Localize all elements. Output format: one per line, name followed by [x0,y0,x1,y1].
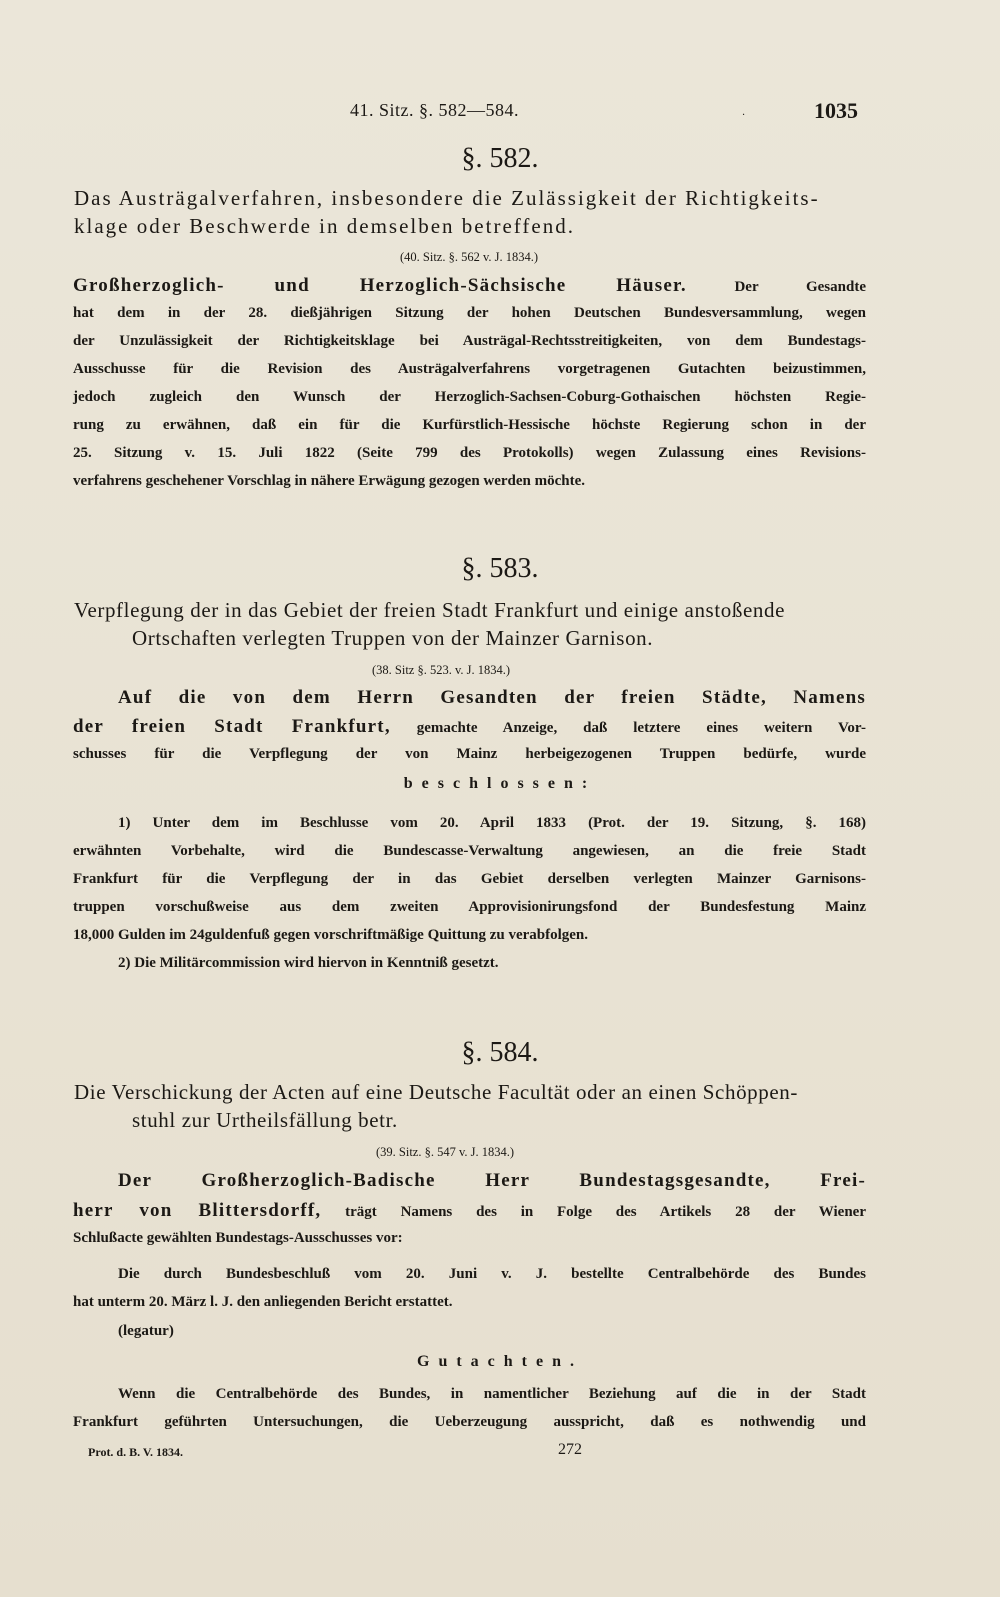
section-582-body-line: Ausschusse für die Revision des Austrägalverfahrens vorgetragenen Gutachten beizustimmen, [73,361,866,377]
section-583-intro-line-3: schusses für die Verpflegung der von Mainz herbeigezogenen Truppen bedürfe, wurde [73,746,866,762]
section-582-body-line: rung zu erwähnen, daß ein für die Kurfürstlich-Hessische höchste Regierung schon in der [73,417,866,433]
section-582-reference: (40. Sitz. §. 562 v. J. 1834.) [400,250,539,264]
section-582-body-line: der Unzulässigkeit der Richtigkeitsklage bei Austrägal-Rechtsstreitigkeiten, von dem Bundestags- [73,333,866,349]
section-582-title-line-2: klage oder Beschwerde in demselben betreffend. [74,214,575,238]
opinion-label: Gutachten. [417,1353,583,1370]
resolution-label: beschlossen: [403,775,597,792]
item-1-line: Frankfurt für die Verpflegung der in das Gebiet derselben verlegten Mainzer Garnisons- [73,871,866,887]
opinion-line: Frankfurt geführten Untersuchungen, die Ueberzeugung ausspricht, daß es nothwendig und [73,1414,866,1430]
page-number: 1035 [814,98,858,123]
section-584-intro-line-2 [73,1200,866,1222]
report-line: hat unterm 20. März l. J. den anliegenden Bericht erstattet. [73,1294,453,1310]
section-582-title-line-1: Das Austrägalverfahren, insbesondere die Zulässigkeit der Richtigkeits- [74,186,820,210]
opinion-line: Wenn die Centralbehörde des Bundes, in namentlicher Beziehung auf die in der Stadt [118,1386,866,1402]
item-1-line: erwähnten Vorbehalte, wird die Bundescasse-Verwaltung angewiesen, an die freie Stadt [73,843,866,859]
ink-dot: · [742,110,746,121]
section-584-title-line-1: Die Verschickung der Acten auf eine Deutsche Facultät oder an einen Schöppen- [74,1080,798,1104]
footer-signature: 272 [558,1441,582,1458]
section-582-heading: §. 582. [461,143,539,174]
section-583-intro-c: gemachte Anzeige, daß letztere eines weitern Vor- [416,720,866,736]
section-583-intro-line-2 [73,716,866,738]
section-584-title-line-2: stuhl zur Urtheilsfällung betr. [132,1108,398,1132]
section-582-body-line: verfahrens geschehener Vorschlag in nähere Erwägung gezogen werden möchte. [73,473,586,489]
section-583-intro-b: der freien Stadt Frankfurt, [73,716,391,737]
item-1-line: truppen vorschußweise aus dem zweiten Approvisionirungsfond der Bundesfestung Mainz [73,899,866,915]
running-head: 41. Sitz. §. 582—584. [350,100,520,120]
section-583-title-line-1: Verpflegung der in das Gebiet der freien Stadt Frankfurt und einige anstoßende [74,598,786,622]
section-583-intro-a: Auf die von dem Herrn Gesandten der freien Städte, Namens [118,687,866,708]
section-583-intro-line-1 [118,687,866,709]
section-584-intro-c: trägt Namens des in Folge des Artikels 28 der Wiener [345,1204,866,1220]
section-584-intro-line-1 [118,1170,866,1192]
section-582-body-line: jedoch zugleich den Wunsch der Herzoglich-Sachsen-Coburg-Gothaischen höchsten Regie- [73,389,866,405]
section-582-lead-rest: Der Gesandte [734,279,866,295]
section-584-reference: (39. Sitz. §. 547 v. J. 1834.) [376,1145,515,1159]
section-583-heading: §. 583. [461,553,539,584]
section-583-reference: (38. Sitz §. 523. v. J. 1834.) [372,663,511,677]
item-1-line: 18,000 Gulden im 24guldenfuß gegen vorschriftmäßige Quittung zu verabfolgen. [73,927,589,943]
section-582-body-line: 25. Sitzung v. 15. Juli 1822 (Seite 799 des Protokolls) wegen Zulassung eines Revisions- [73,445,866,461]
item-1-line: 1) Unter dem im Beschlusse vom 20. April 1833 (Prot. der 19. Sitzung, §. 168) [118,815,866,831]
section-582-body-line: hat dem in der 28. dießjährigen Sitzung der hohen Deutschen Bundesversammlung, wegen [73,305,866,321]
report-line: Die durch Bundesbeschluß vom 20. Juni v. J. bestellte Centralbehörde des Bundes [118,1266,866,1282]
section-584-heading: §. 584. [461,1037,539,1068]
section-583-title-line-2: Ortschaften verlegten Truppen von der Mainzer Garnison. [132,626,654,650]
item-2-line: 2) Die Militärcommission wird hiervon in Kenntniß gesetzt. [118,955,499,971]
section-582-lead: Großherzoglich- und Herzoglich-Sächsische Häuser. [73,275,687,296]
footer-source: Prot. d. B. V. 1834. [88,1445,184,1459]
section-582-lead-line [73,275,866,297]
section-584-intro-a: Der Großherzoglich-Badische Herr Bundestagsgesandte, Frei- [118,1170,866,1191]
legatur-note: (legatur) [118,1323,174,1339]
section-584-intro-b: herr von Blittersdorff, [73,1200,322,1221]
section-584-intro-line-3: Schlußacte gewählten Bundestags-Ausschusses vor: [73,1230,403,1246]
